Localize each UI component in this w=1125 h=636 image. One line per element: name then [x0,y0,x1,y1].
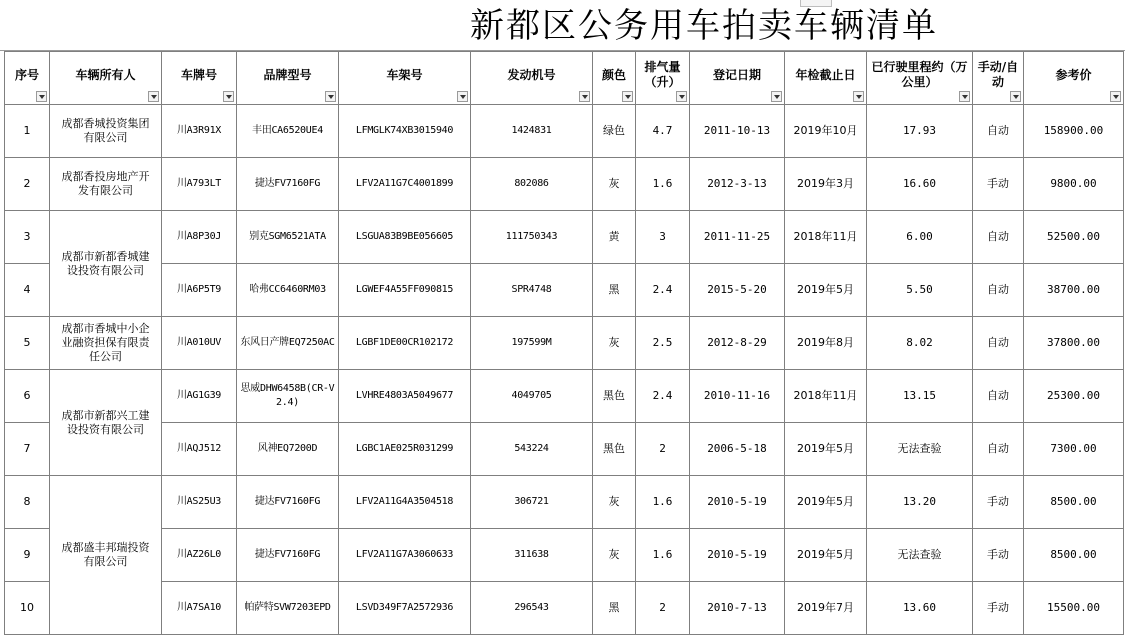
cell-displacement[interactable]: 1.6 [636,529,690,582]
header-plate: 车牌号 [162,52,237,105]
cell-seq[interactable]: 7 [5,423,50,476]
cell-transmission[interactable]: 自动 [973,423,1024,476]
cell-owner[interactable]: 成都盛丰邦瑞投资有限公司 [50,476,162,635]
table-row [5,582,1124,635]
table-row [5,476,1124,529]
cell-engine[interactable]: 543224 [471,423,593,476]
cell-vin[interactable]: LGBF1DE00CR102172 [339,317,471,370]
cell-reg-date[interactable]: 2010-11-16 [690,370,785,423]
filter-dropdown-icon[interactable] [36,91,47,102]
table-row [5,529,1124,582]
cell-mileage[interactable]: 8.02 [867,317,973,370]
cell-model[interactable]: 东风日产牌EQ7250AC [237,317,339,370]
cell-engine[interactable]: 197599M [471,317,593,370]
cell-price[interactable]: 8500.00 [1024,529,1124,582]
cell-transmission[interactable]: 自动 [973,211,1024,264]
cell-model[interactable]: 思威DHW6458B(CR-V 2.4) [237,370,339,423]
cell-engine[interactable]: 111750343 [471,211,593,264]
cell-model[interactable]: 别克SGM6521ATA [237,211,339,264]
cell-vin[interactable]: LFMGLK74XB3015940 [339,105,471,158]
header-owner: 车辆所有人 [50,52,162,105]
filter-dropdown-icon[interactable] [622,91,633,102]
cell-transmission[interactable]: 自动 [973,370,1024,423]
cell-seq[interactable]: 2 [5,158,50,211]
cell-color[interactable]: 黑色 [593,423,636,476]
cell-price[interactable]: 37800.00 [1024,317,1124,370]
cell-inspection[interactable]: 2018年11月 [785,211,867,264]
cell-inspection[interactable]: 2019年7月 [785,582,867,635]
filter-dropdown-icon[interactable] [223,91,234,102]
cell-color[interactable]: 灰 [593,476,636,529]
cell-reg-date[interactable]: 2012-8-29 [690,317,785,370]
table-row [5,211,1124,264]
filter-dropdown-icon[interactable] [579,91,590,102]
cell-vin[interactable]: LSGUA83B9BE056605 [339,211,471,264]
cell-engine[interactable]: 296543 [471,582,593,635]
cell-model[interactable]: 捷达FV7160FG [237,158,339,211]
cell-transmission[interactable]: 手动 [973,158,1024,211]
cell-transmission[interactable]: 自动 [973,105,1024,158]
cell-vin[interactable]: LSVD349F7A2572936 [339,582,471,635]
cell-transmission[interactable]: 自动 [973,264,1024,317]
filter-dropdown-icon[interactable] [1010,91,1021,102]
header-inspection: 年检截止日 [785,52,867,105]
cell-inspection[interactable]: 2019年10月 [785,105,867,158]
cell-reg-date[interactable]: 2011-11-25 [690,211,785,264]
cell-mileage[interactable]: 13.60 [867,582,973,635]
filter-dropdown-icon[interactable] [457,91,468,102]
cell-model[interactable]: 捷达FV7160FG [237,529,339,582]
cell-reg-date[interactable]: 2010-5-19 [690,529,785,582]
header-seq: 序号 [5,52,50,105]
cell-seq[interactable]: 5 [5,317,50,370]
cell-seq[interactable]: 1 [5,105,50,158]
table-row [5,158,1124,211]
cell-color[interactable]: 绿色 [593,105,636,158]
filter-dropdown-icon[interactable] [148,91,159,102]
cell-inspection[interactable]: 2019年5月 [785,476,867,529]
vehicle-table [4,51,1124,635]
cell-seq[interactable]: 9 [5,529,50,582]
cell-owner[interactable]: 成都香城投资集团有限公司 [50,105,162,158]
cell-displacement[interactable]: 2 [636,423,690,476]
cell-engine[interactable]: 311638 [471,529,593,582]
cell-mileage[interactable]: 无法查验 [867,423,973,476]
cell-seq[interactable]: 8 [5,476,50,529]
cell-engine[interactable]: 4049705 [471,370,593,423]
cell-transmission[interactable]: 手动 [973,529,1024,582]
cell-reg-date[interactable]: 2011-10-13 [690,105,785,158]
cell-transmission[interactable]: 手动 [973,476,1024,529]
cell-color[interactable]: 黑 [593,582,636,635]
cell-price[interactable]: 8500.00 [1024,476,1124,529]
cell-color[interactable]: 灰 [593,317,636,370]
filter-dropdown-icon[interactable] [676,91,687,102]
cell-plate[interactable]: 川AG1G39 [162,370,237,423]
cell-plate[interactable]: 川A010UV [162,317,237,370]
table-row [5,105,1124,158]
cell-model[interactable]: 丰田CA6520UE4 [237,105,339,158]
header-row [5,52,1124,105]
cell-vin[interactable]: LFV2A11G7C4001899 [339,158,471,211]
cell-seq[interactable]: 6 [5,370,50,423]
cell-displacement[interactable]: 2.4 [636,370,690,423]
cell-inspection[interactable]: 2019年5月 [785,529,867,582]
table-row [5,370,1124,423]
cell-price[interactable]: 158900.00 [1024,105,1124,158]
cell-plate[interactable]: 川AZ26L0 [162,529,237,582]
cell-plate[interactable]: 川A7SA10 [162,582,237,635]
cell-owner[interactable]: 成都香投房地产开发有限公司 [50,158,162,211]
cell-mileage[interactable]: 16.60 [867,158,973,211]
cell-price[interactable]: 7300.00 [1024,423,1124,476]
cell-vin[interactable]: LGBC1AE025R031299 [339,423,471,476]
cell-engine[interactable]: 1424831 [471,105,593,158]
cell-seq[interactable]: 4 [5,264,50,317]
cell-plate[interactable]: 川A8P30J [162,211,237,264]
cell-model[interactable]: 哈弗CC6460RM03 [237,264,339,317]
cell-vin[interactable]: LFV2A11G4A3504518 [339,476,471,529]
cell-price[interactable]: 38700.00 [1024,264,1124,317]
cell-model[interactable]: 捷达FV7160FG [237,476,339,529]
cell-model[interactable]: 帕萨特SVW7203EPD [237,582,339,635]
cell-inspection[interactable]: 2018年11月 [785,370,867,423]
filter-dropdown-icon[interactable] [771,91,782,102]
cell-price[interactable]: 15500.00 [1024,582,1124,635]
header-model: 品牌型号 [237,52,339,105]
cell-plate[interactable]: 川AS25U3 [162,476,237,529]
cell-mileage[interactable]: 6.00 [867,211,973,264]
cell-inspection[interactable]: 2019年5月 [785,264,867,317]
page-title: 新都区公务用车拍卖车辆清单 [470,6,938,46]
cell-price[interactable]: 25300.00 [1024,370,1124,423]
cell-reg-date[interactable]: 2010-7-13 [690,582,785,635]
cell-transmission[interactable]: 自动 [973,317,1024,370]
cell-color[interactable]: 黑色 [593,370,636,423]
cell-color[interactable]: 黄 [593,211,636,264]
cell-model[interactable]: 风神EQ7200D [237,423,339,476]
cell-reg-date[interactable]: 2012-3-13 [690,158,785,211]
cell-inspection[interactable]: 2019年8月 [785,317,867,370]
cell-vin[interactable]: LVHRE4803A5049677 [339,370,471,423]
cell-mileage[interactable]: 13.15 [867,370,973,423]
cell-mileage[interactable]: 17.93 [867,105,973,158]
cell-inspection[interactable]: 2019年5月 [785,423,867,476]
cell-seq[interactable]: 10 [5,582,50,635]
cell-displacement[interactable]: 1.6 [636,158,690,211]
cell-reg-date[interactable]: 2006-5-18 [690,423,785,476]
header-displacement: 排气量（升） [636,52,690,105]
filter-dropdown-icon[interactable] [853,91,864,102]
cell-vin[interactable]: LGWEF4A55FF090815 [339,264,471,317]
header-reg-date: 登记日期 [690,52,785,105]
cell-displacement[interactable]: 2.5 [636,317,690,370]
cell-vin[interactable]: LFV2A11G7A3060633 [339,529,471,582]
cell-reg-date[interactable]: 2015-5-20 [690,264,785,317]
cell-plate[interactable]: 川AQJ512 [162,423,237,476]
cell-seq[interactable]: 3 [5,211,50,264]
cell-mileage[interactable]: 5.50 [867,264,973,317]
header-mileage: 已行驶里程约（万公里） [867,52,973,105]
table-row [5,264,1124,317]
cell-plate[interactable]: 川A6P5T9 [162,264,237,317]
cell-color[interactable]: 黑 [593,264,636,317]
header-vin: 车架号 [339,52,471,105]
cell-engine[interactable]: 306721 [471,476,593,529]
cell-color[interactable]: 灰 [593,529,636,582]
cell-plate[interactable]: 川A3R91X [162,105,237,158]
cell-displacement[interactable]: 1.6 [636,476,690,529]
filter-dropdown-icon[interactable] [959,91,970,102]
cell-displacement[interactable]: 4.7 [636,105,690,158]
cell-engine[interactable]: SPR4748 [471,264,593,317]
cell-inspection[interactable]: 2019年3月 [785,158,867,211]
filter-dropdown-icon[interactable] [1110,91,1121,102]
table-row [5,317,1124,370]
cell-displacement[interactable]: 2 [636,582,690,635]
cell-price[interactable]: 9800.00 [1024,158,1124,211]
cell-mileage[interactable]: 13.20 [867,476,973,529]
header-engine: 发动机号 [471,52,593,105]
cell-owner[interactable]: 成都市新都香城建设投资有限公司 [50,211,162,317]
header-price: 参考价 [1024,52,1124,105]
cell-price[interactable]: 52500.00 [1024,211,1124,264]
cell-mileage[interactable]: 无法查验 [867,529,973,582]
cell-owner[interactable]: 成都市新都兴工建设投资有限公司 [50,370,162,476]
filter-dropdown-icon[interactable] [325,91,336,102]
cell-owner[interactable]: 成都市香城中小企业融资担保有限责任公司 [50,317,162,370]
cell-color[interactable]: 灰 [593,158,636,211]
cell-displacement[interactable]: 3 [636,211,690,264]
cell-displacement[interactable]: 2.4 [636,264,690,317]
header-transmission: 手动/自动 [973,52,1024,105]
table-row [5,423,1124,476]
cell-plate[interactable]: 川A793LT [162,158,237,211]
cell-transmission[interactable]: 手动 [973,582,1024,635]
cell-engine[interactable]: 802086 [471,158,593,211]
header-color: 颜色 [593,52,636,105]
cell-reg-date[interactable]: 2010-5-19 [690,476,785,529]
